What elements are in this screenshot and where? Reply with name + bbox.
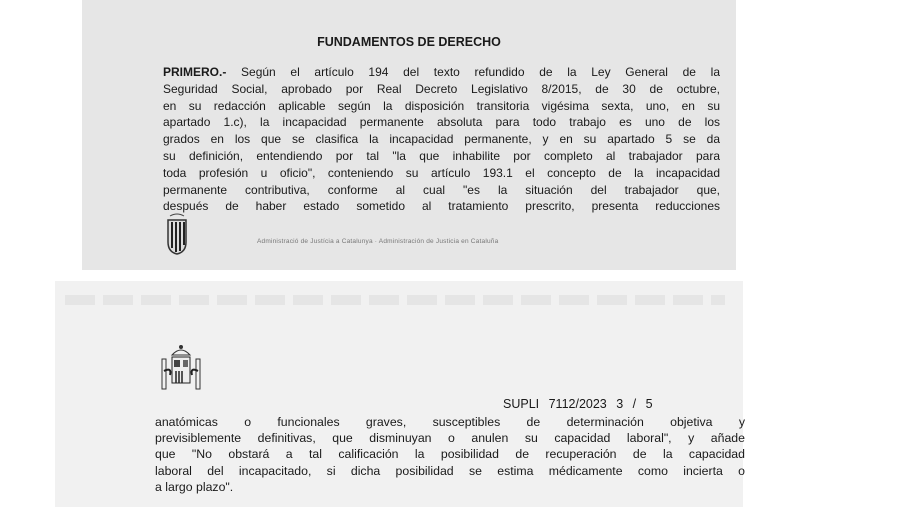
text-line: en su redacción aplicable según la disposición transitoria vigésima sexta, uno, en su [163, 98, 720, 113]
case-number: SUPLI 7112/2023 [503, 397, 607, 411]
text-line: toda profesión u oficio", conteniendo su artículo 193.1 el concepto de la incapacidad [163, 165, 720, 180]
paragraph-label: PRIMERO.- [163, 65, 227, 79]
section-heading: FUNDAMENTOS DE DERECHO [317, 35, 501, 49]
document-page-bottom [55, 281, 743, 507]
text-span: Según el artículo 194 del texto refundido de la Ley General de la [226, 65, 720, 79]
text-line: grados en los que se clasifica la incapacidad permanente, y en su apartado 5 se da [163, 132, 720, 147]
case-reference [503, 397, 653, 411]
document-page-top [82, 0, 736, 270]
text-line: anatómicas o funcionales graves, susceptibles de determinación objetiva y [155, 415, 745, 429]
text-line: apartado 1.c), la incapacidad permanente absoluta para todo trabajo es uno de los [163, 115, 720, 130]
page-number: 3 / 5 [616, 397, 653, 411]
bleed-through-text [65, 295, 725, 305]
text-line [163, 64, 720, 81]
text-line: que "No obstará a tal calificación la posibilidad de recuperación de la capacidad [155, 447, 745, 462]
spain-coat-of-arms-icon [158, 343, 204, 397]
text-line: Seguridad Social, aprobado por Real Decreto Legislativo 8/2015, de 30 de octubre, [163, 81, 720, 96]
text-line: previsiblemente definitivas, que disminuyan o anulen su capacidad laboral", y añade [155, 431, 745, 446]
footer-text: Administració de Justícia a Catalunya · Administración de Justicia en Cataluña [257, 238, 499, 245]
text-line: su definición, entendiendo por tal "la que inhabilite por completo al trabajador para [163, 148, 720, 163]
text-line: a largo plazo". [155, 479, 234, 494]
catalonia-emblem-icon [166, 212, 188, 256]
text-line: permanente contributiva, conforme al cual "es la situación del trabajador que, [163, 182, 720, 197]
paragraph-primero [163, 64, 720, 215]
text-line: después de haber estado sometido al tratamiento prescrito, presenta reducciones [163, 199, 720, 214]
paragraph-continuation [155, 414, 745, 495]
text-line: laboral del incapacitado, si dicha posibilidad se estima médicamente como incierta o [155, 463, 745, 478]
